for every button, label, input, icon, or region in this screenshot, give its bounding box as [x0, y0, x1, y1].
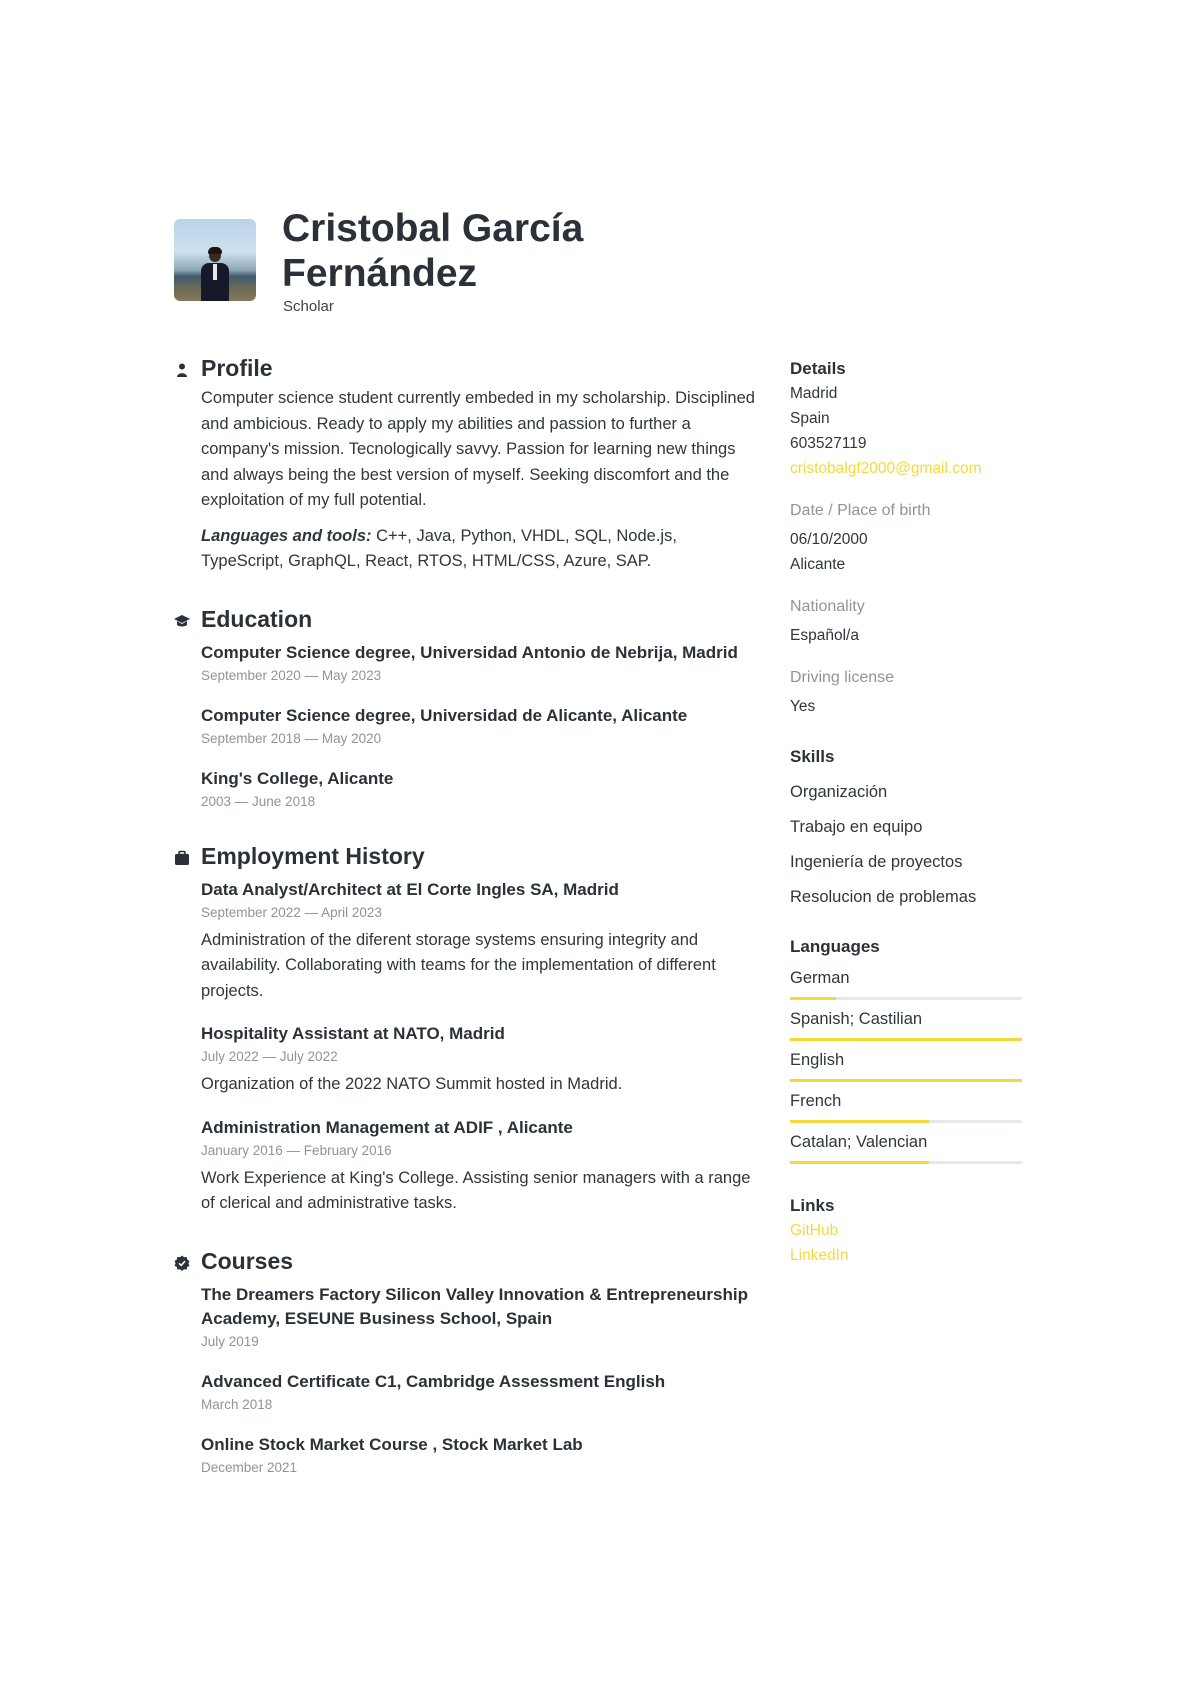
- language-item: [790, 1006, 1022, 1041]
- courses-section: [201, 1245, 756, 1478]
- skills-section: [790, 745, 1022, 909]
- employment-title: Administration Management at ADIF , Alicante: [201, 1117, 573, 1137]
- badge-icon: [174, 1255, 190, 1271]
- github-link[interactable]: GitHub: [790, 1222, 839, 1239]
- resume-header: [174, 206, 874, 326]
- details-heading: Details: [790, 359, 846, 378]
- skill-item: Resolucion de problemas: [790, 888, 977, 906]
- course-title: Online Stock Market Course , Stock Market Lab: [201, 1434, 583, 1454]
- details-country: Spain: [790, 410, 830, 427]
- language-level-fill: [790, 1079, 1022, 1082]
- employment-item: [201, 1116, 756, 1217]
- education-section: [201, 603, 756, 812]
- employment-date: July 2022 — July 2022: [201, 1049, 338, 1064]
- birth-place: Alicante: [790, 556, 846, 573]
- name-line-1: Cristobal García: [282, 207, 584, 250]
- language-name: German: [790, 969, 850, 987]
- birth-date: 06/10/2000: [790, 531, 868, 548]
- details-phone: 603527119: [790, 435, 867, 452]
- education-heading: Education: [201, 605, 313, 632]
- profile-heading: Profile: [201, 355, 273, 381]
- employment-heading: Employment History: [201, 842, 425, 869]
- course-item: [201, 1433, 756, 1478]
- employment-description: Organization of the 2022 NATO Summit hosted in Madrid.: [201, 1075, 623, 1093]
- language-name: Spanish; Castilian: [790, 1010, 923, 1028]
- tools-label: Languages and tools:: [201, 526, 372, 545]
- course-title: Advanced Certificate C1, Cambridge Assessment English: [201, 1371, 666, 1391]
- course-date: July 2019: [201, 1333, 259, 1349]
- driving-license-label: Driving license: [790, 669, 895, 686]
- birth-label: Date / Place of birth: [790, 502, 931, 519]
- links-heading: Links: [790, 1196, 835, 1215]
- language-level-bar: [790, 1161, 1022, 1164]
- details-section: [790, 357, 1022, 719]
- employment-date: September 2022 — April 2023: [201, 904, 382, 920]
- profile-summary: Computer science student currently embeded in my scholarship. Disciplined and ambicious. Ready to apply my abilities and passion to further a company's mission. Tecnologically savvy. Passion for learning new things and always being the best version of myself. Seeking discomfort and the exploitation of my full potential.: [201, 389, 755, 509]
- language-name: Catalan; Valencian: [790, 1133, 928, 1151]
- education-item: [201, 767, 756, 812]
- name-line-2: Fernández: [282, 252, 478, 295]
- employment-date: January 2016 — February 2016: [201, 1142, 392, 1158]
- course-title: The Dreamers Factory Silicon Valley Innovation & Entrepreneurship Academy, ESEUNE Business School, Spain: [201, 1284, 748, 1328]
- employment-title: Hospitality Assistant at NATO, Madrid: [201, 1024, 505, 1043]
- employment-item: [201, 878, 756, 1005]
- skills-heading: Skills: [790, 747, 835, 766]
- language-level-bar: [790, 1079, 1022, 1082]
- education-title: Computer Science degree, Universidad de Alicante, Alicante: [201, 705, 688, 725]
- courses-heading: Courses: [201, 1247, 294, 1274]
- languages-section: [790, 935, 1022, 1164]
- language-level-fill: [790, 997, 836, 1000]
- education-date: September 2020 — May 2023: [201, 667, 382, 683]
- skill-item: Ingeniería de proyectos: [790, 853, 963, 871]
- driving-license-value: Yes: [790, 698, 816, 715]
- language-level-fill: [790, 1120, 929, 1123]
- briefcase-icon: [174, 850, 190, 866]
- course-item: [201, 1283, 756, 1352]
- language-item: [790, 965, 1022, 1000]
- profile-section: [201, 352, 756, 575]
- language-name: English: [790, 1051, 845, 1069]
- candidate-name: [282, 206, 583, 296]
- education-item: [201, 704, 756, 749]
- employment-title: Data Analyst/Architect at El Corte Ingles SA, Madrid: [201, 879, 619, 899]
- graduation-cap-icon: [174, 613, 190, 629]
- education-date: 2003 — June 2018: [201, 793, 316, 809]
- language-name: French: [790, 1092, 842, 1110]
- language-level-bar: [790, 1038, 1022, 1041]
- language-level-bar: [790, 1120, 1022, 1123]
- tools-list: C++, Java, Python, VHDL, SQL, Node.js, TypeScript, GraphQL, React, RTOS, HTML/CSS, Azure, SAP.: [201, 526, 677, 570]
- education-item: [201, 641, 756, 686]
- languages-heading: Languages: [790, 937, 880, 956]
- sidebar-column: [790, 357, 1022, 1268]
- email-link[interactable]: cristobalgf2000@gmail.com: [790, 460, 982, 477]
- linkedin-link[interactable]: LinkedIn: [790, 1247, 849, 1264]
- education-date: September 2018 — May 2020: [201, 730, 382, 746]
- language-level-fill: [790, 1038, 1022, 1041]
- employment-description: Work Experience at King's College. Assisting senior managers with a range of clerical and administrative tasks.: [201, 1168, 751, 1212]
- links-section: [790, 1194, 1022, 1268]
- language-item: [790, 1129, 1022, 1164]
- language-item: [790, 1047, 1022, 1082]
- skill-item: Trabajo en equipo: [790, 818, 923, 836]
- employment-item: [201, 1022, 756, 1098]
- course-date: December 2021: [201, 1459, 298, 1475]
- skill-item: Organización: [790, 783, 888, 801]
- language-level-bar: [790, 997, 1022, 1000]
- course-date: March 2018: [201, 1396, 273, 1412]
- person-icon: [174, 362, 190, 378]
- nationality-label: Nationality: [790, 598, 865, 615]
- details-city: Madrid: [790, 385, 838, 402]
- course-item: [201, 1370, 756, 1415]
- employment-section: [201, 840, 756, 1217]
- language-item: [790, 1088, 1022, 1123]
- education-title: Computer Science degree, Universidad Antonio de Nebrija, Madrid: [201, 642, 738, 662]
- avatar: [174, 219, 256, 301]
- employment-description: Administration of the diferent storage systems ensuring integrity and availability. Collaborating with teams for the implementation of different projects.: [201, 930, 716, 1000]
- profile-tools: [201, 524, 756, 575]
- education-title: King's College, Alicante: [201, 768, 394, 788]
- job-title: Scholar: [283, 298, 334, 315]
- nationality-value: Español/a: [790, 627, 859, 644]
- language-level-fill: [790, 1161, 929, 1164]
- main-column: [201, 352, 756, 1478]
